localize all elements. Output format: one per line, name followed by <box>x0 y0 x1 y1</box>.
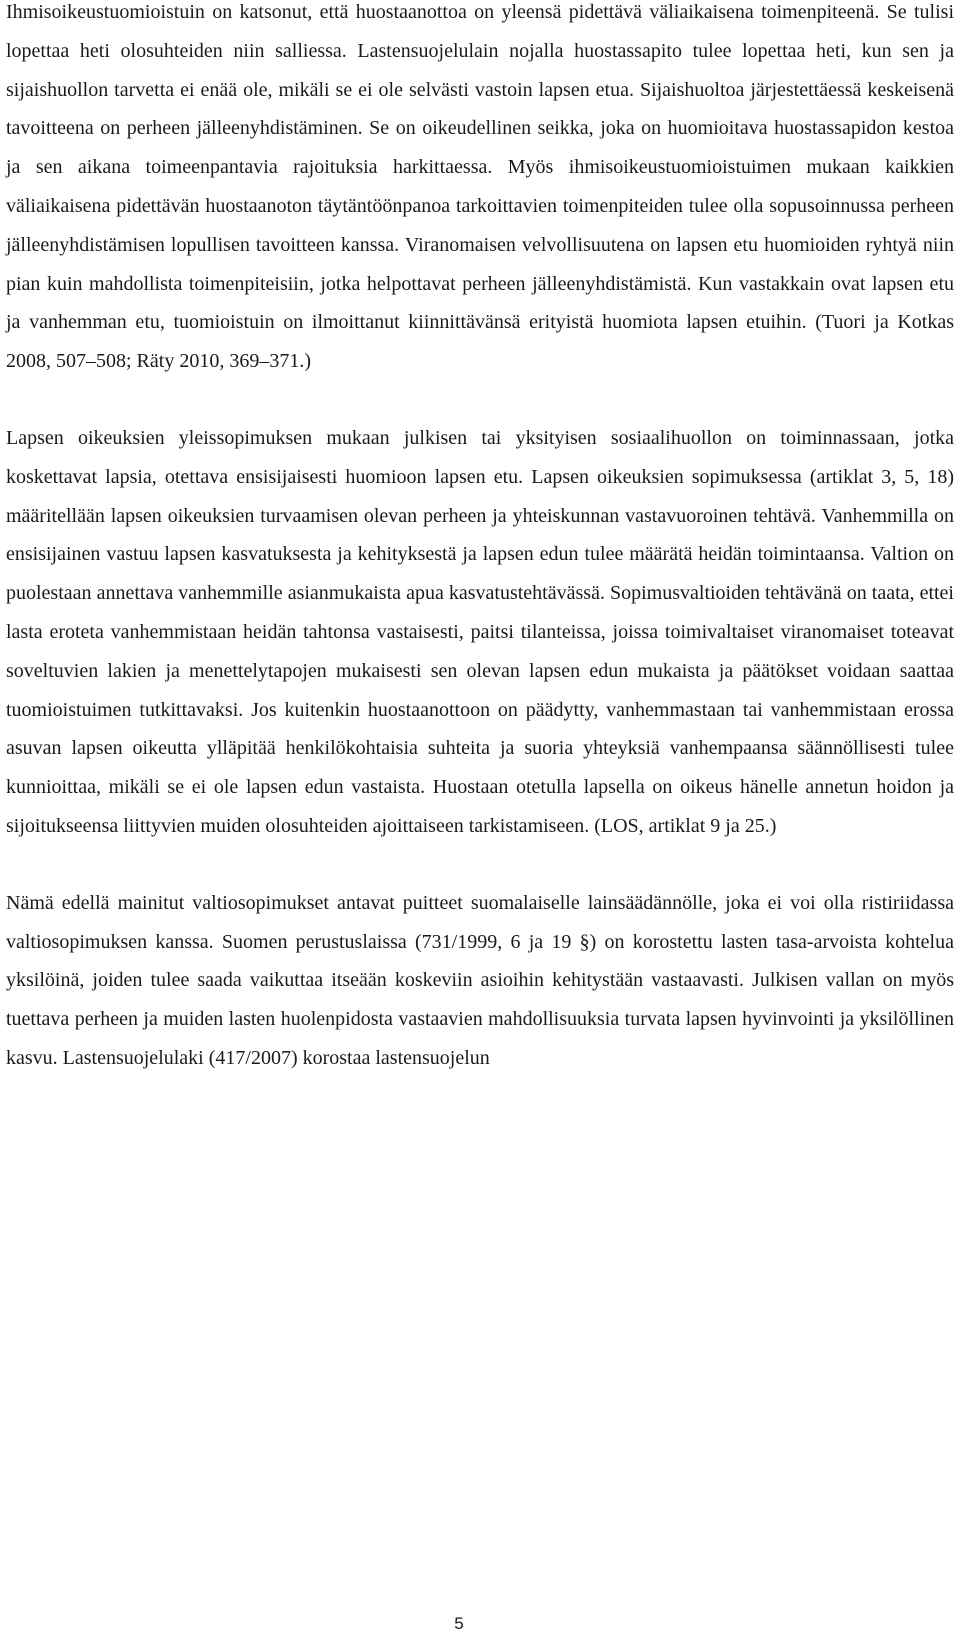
paragraph-gap <box>6 381 954 419</box>
document-page <box>6 0 954 1078</box>
paragraph-gap <box>6 846 954 884</box>
paragraph-ehrc-placement: Ihmisoikeustuomioistuin on katsonut, että huostaanottoa on yleensä pidettävä väliaikaisena toimenpiteenä. Se tulisi lopettaa heti olosuhteiden niin salliessa. Lastensuojelulain nojalla huostassapito tulee lopettaa heti, kun sen ja sijaishuollon tarvetta ei enää ole, mikäli se ei ole selvästi vastoin lapsen etua. Sijaishuoltoa järjestettäessä keskeisenä tavoitteena on perheen jälleenyhdistäminen. Se on oikeudellinen seikka, joka on huomioitava huostassapidon kestoa ja sen aikana toimeenpantavia rajoituksia harkittaessa. Myös ihmisoikeustuomioistuimen mukaan kaikkien väliaikaisena pidettävän huostaanoton täytäntöönpanoa tarkoittavien toimenpiteiden tulee olla sopusoinnussa perheen jälleenyhdistämisen lopullisen tavoitteen kanssa. Viranomaisen velvollisuutena on lapsen etu huomioiden ryhtyä niin pian kuin mahdollista toimenpiteisiin, jotka helpottavat perheen jälleenyhdistämistä. Kun vastakkain ovat lapsen etu ja vanhemman etu, tuomioistuin on ilmoittanut kiinnittävänsä erityistä huomiota lapsen etuihin. (Tuori ja Kotkas 2008, 507–508; Räty 2010, 369–371.) <box>6 1 954 373</box>
paragraph-finnish-legislation: Nämä edellä mainitut valtiosopimukset antavat puitteet suomalaiselle lainsäädännölle, joka ei voi olla ristiriidassa valtiosopimuksen kanssa. Suomen perustuslaissa (731/1999, 6 ja 19 §) on korostettu lasten tasa-arvoista kohtelua yksilöinä, joiden tulee saada vaikuttaa itseään koskeviin asioihin kehitystään vastaavasti. Julkisen vallan on myös tuettava perheen ja muiden lasten huolenpidosta vastaavien mahdollisuuksia turvata lapsen hyvinvointi ja yksilöllinen kasvu. Lastensuojelulaki (417/2007) korostaa lastensuojelun <box>6 891 954 1069</box>
page-number: 5 <box>454 1614 464 1633</box>
paragraph-crc-convention: Lapsen oikeuksien yleissopimuksen mukaan julkisen tai yksityisen sosiaalihuollon on toiminnassaan, jotka koskettavat lapsia, otettava ensisijaisesti huomioon lapsen etu. Lapsen oikeuksien sopimuksessa (artiklat 3, 5, 18) määritellään lapsen oikeuksien turvaamisen olevan perheen ja yhteiskunnan vastavuoroinen tehtävä. Vanhemmilla on ensisijainen vastuu lapsen kasvatuksesta ja kehityksestä ja lapsen edun tulee määrätä heidän toimintaansa. Valtion on puolestaan annettava vanhemmille asianmukaista apua kasvatustehtävässä. Sopimusvaltioiden tehtävänä on taata, ettei lasta eroteta vanhemmistaan heidän tahtonsa vastaisesti, paitsi tilanteissa, joissa toimivaltaiset viranomaiset toteavat soveltuvien lakien ja menettelytapojen mukaisesti sen olevan lapsen edun mukaista ja päätökset voidaan saattaa tuomioistuimen tutkittavaksi. Jos kuitenkin huostaanottoon on päädytty, vanhemmastaan tai vanhemmistaan erossa asuvan lapsen oikeutta ylläpitää henkilökohtaisia suhteita ja suoria yhteyksiä vanhempaansa säännöllisesti tulee kunnioittaa, mikäli se ei ole lapsen edun vastaista. Huostaan otetulla lapsella on oikeus hänelle annetun hoidon ja sijoitukseensa liittyvien muiden olosuhteiden ajoittaiseen tarkistamiseen. (LOS, artiklat 9 ja 25.) <box>6 426 954 837</box>
